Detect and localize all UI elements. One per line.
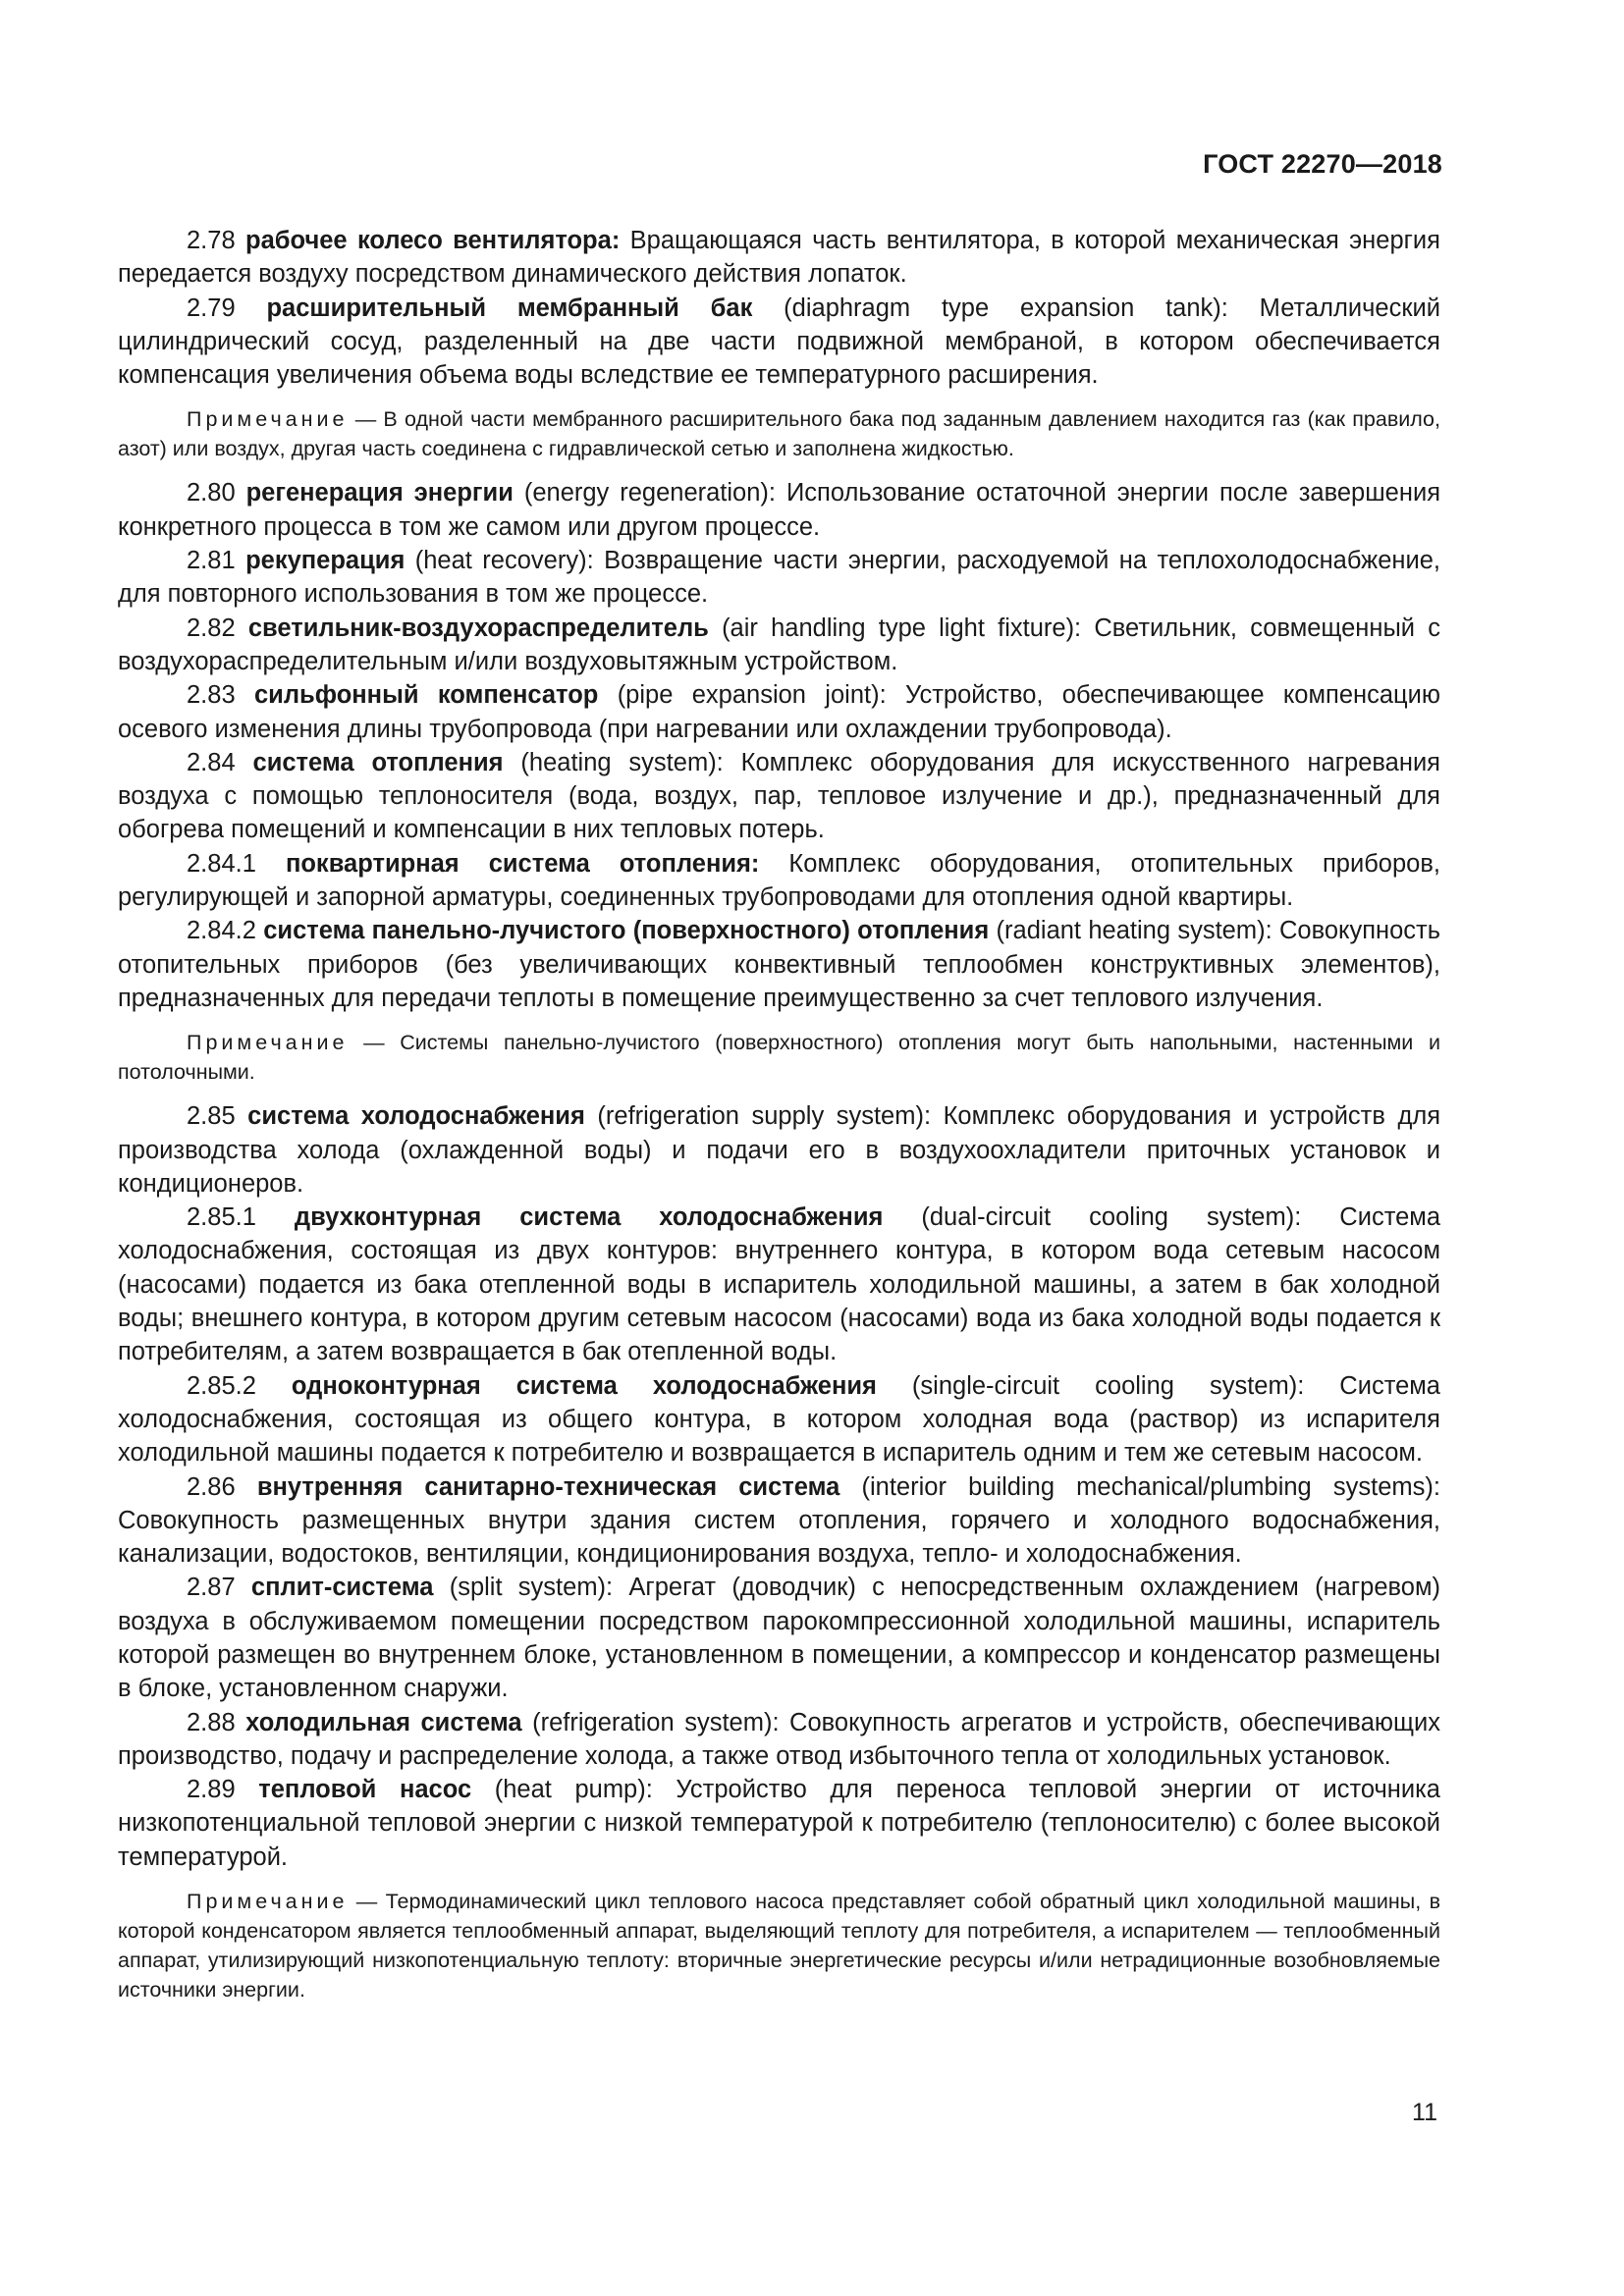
definition-text: (interior building mechanical/plumbing systems): Совокупность размещенных внутри здания систем отопления, горячего и холодного водоснабжения, канализации, водостоков, вентиляции, кондиционирования воздуха, тепло- и холодоснабжения. [118, 1472, 1440, 1569]
document-standard-header: ГОСТ 22270—2018 [1203, 149, 1442, 179]
defined-term: рабочее колесо вентилятора: [245, 227, 621, 254]
definition-text: (pipe expansion joint): Устройство, обеспечивающее компенсацию осевого изменения длины трубопровода (при нагревании или охлаждении трубопровода). [118, 681, 1440, 743]
defined-term: регенерация энергии [245, 479, 514, 507]
clause-number: 2.81 [187, 547, 236, 575]
definition-paragraph [118, 1773, 1440, 1874]
definition-paragraph [118, 544, 1440, 612]
clause-number: 2.83 [187, 681, 236, 710]
definition-paragraph [118, 914, 1440, 1015]
clause-number: 2.86 [187, 1472, 236, 1501]
definition-paragraph [118, 1571, 1440, 1705]
definition-paragraph [118, 1201, 1440, 1368]
note-paragraph [118, 1028, 1440, 1087]
defined-term: светильник-воздухораспределитель [247, 614, 709, 642]
definition-text: (air handling type light fixture): Светильник, совмещенный с воздухораспределительным и/или воздуховытяжным устройством. [118, 614, 1440, 675]
defined-term: система панельно-лучистого (поверхностного) отопления [263, 917, 990, 945]
defined-term: сильфонный компенсатор [253, 681, 599, 710]
definition-paragraph [118, 847, 1440, 915]
note-paragraph [118, 1887, 1440, 2004]
defined-term: холодильная система [245, 1708, 522, 1736]
definition-paragraph [118, 1470, 1440, 1572]
note-paragraph [118, 404, 1440, 463]
definition-text: (heat recovery): Возвращение части энергии, расходуемой на теплохолодоснабжение, для повторного использования в том же процессе. [118, 547, 1440, 609]
definition-text: (diaphragm type expansion tank): Металлический цилиндрический сосуд, разделенный на две части подвижной мембраной, в котором обеспечивается компенсация увеличения объема воды вследствие ее температурного расширения. [118, 294, 1440, 390]
clause-number: 2.85.1 [187, 1203, 256, 1232]
definition-text: (single-circuit cooling system): Система холодоснабжения, состоящая из общего контура, в котором холодная вода (раствор) из испарителя холодильной машины подается к потребителю и возвращается в испаритель одним и тем же сетевым насосом. [118, 1371, 1440, 1468]
clause-number: 2.85 [187, 1102, 236, 1131]
defined-term: система отопления [252, 748, 504, 776]
definition-text: Комплекс оборудования, отопительных приборов, регулирующей и запорной арматуры, соединенных трубопроводами для отопления одной квартиры. [118, 849, 1440, 912]
clause-number: 2.84.1 [187, 849, 256, 878]
definition-paragraph [118, 678, 1440, 746]
note-text: — В одной части мембранного расширительного бака под заданным давлением находится газ (как правило, азот) или воздух, другая часть соединена с гидравлической сетью и заполнена жидкостью. [118, 407, 1440, 461]
definition-text: (refrigeration supply system): Комплекс оборудования и устройств для производства холода (охлажденной воды) и подачи его в воздухоохладители приточных установок и кондиционеров. [118, 1102, 1441, 1198]
note-text: — Термодинамический цикл теплового насоса представляет собой обратный цикл холодильной машины, в которой конденсатором является теплообменный аппарат, выделяющий теплоту для потребителя, а испарителем — теплообменный аппарат, утилизирующий низкопотенциальную теплоту: вторичные энергетические ресурсы и/или нетрадиционные возобновляемые источники энергии. [118, 1890, 1440, 2002]
definition-paragraph [118, 224, 1440, 292]
definition-text: (split system): Агрегат (доводчик) с непосредственным охлаждением (нагревом) воздуха в обслуживаемом помещении посредством парокомпрессионной холодильной машины, испаритель которой размещен во внутреннем блоке, установленном в помещении, а компрессор и конденсатор размещены в блоке, установленном снаружи. [118, 1574, 1440, 1703]
definition-text: (dual-circuit cooling system): Система холодоснабжения, состоящая из двух контуров: внутреннего контура, в котором вода сетевым насосом (насосами) подается из бака отепленной воды в испаритель холодильной машины, а затем в бак холодной воды; внешнего контура, в котором другим сетевым насосом (насосами) вода из бака холодной воды подается к потребителям, а затем возвращается в бак отепленной воды. [118, 1203, 1440, 1366]
definition-paragraph [118, 1099, 1440, 1201]
defined-term: поквартирная система отопления: [285, 849, 760, 878]
page-number: 11 [1412, 2099, 1437, 2126]
definition-paragraph [118, 612, 1440, 679]
clause-number: 2.85.2 [187, 1371, 256, 1400]
note-label: Примечание [187, 1031, 349, 1055]
definition-text: (refrigeration system): Совокупность агрегатов и устройств, обеспечивающих производство, подачу и распределение холода, а также отвод избыточного тепла от холодильных установок. [118, 1708, 1440, 1770]
note-label: Примечание [187, 407, 349, 432]
definition-paragraph [118, 1706, 1440, 1774]
defined-term: система холодоснабжения [247, 1102, 585, 1131]
defined-term: внутренняя санитарно-техническая система [256, 1472, 840, 1501]
note-label: Примечание [187, 1890, 349, 1914]
document-body [118, 224, 1440, 2017]
note-text: — Системы панельно-лучистого (поверхностного) отопления могут быть напольными, настенными и потолочными. [118, 1031, 1440, 1085]
definition-text: (heat pump): Устройство для переноса тепловой энергии от источника низкопотенциальной тепловой энергии с низкой температурой к потребителю (теплоносителю) с более высокой температурой. [118, 1776, 1440, 1871]
definition-paragraph [118, 746, 1440, 847]
defined-term: сплит-система [250, 1574, 434, 1602]
definition-text: Вращающаяся часть вентилятора, в которой механическая энергия передается воздуху посредством динамического действия лопаток. [118, 227, 1440, 289]
definition-text: (heating system): Комплекс оборудования для искусственного нагревания воздуха с помощью теплоносителя (вода, воздух, пар, тепловое излучение и др.), предназначенный для обогрева помещений и компенсации в них тепловых потерь. [118, 748, 1440, 844]
defined-term: тепловой насос [258, 1776, 472, 1804]
clause-number: 2.84.2 [187, 917, 256, 945]
definition-paragraph [118, 292, 1440, 393]
clause-number: 2.88 [187, 1708, 236, 1736]
clause-number: 2.82 [187, 614, 236, 642]
definition-text: (energy regeneration): Использование остаточной энергии после завершения конкретного процесса в том же самом или другом процессе. [118, 479, 1440, 541]
clause-number: 2.87 [187, 1574, 236, 1602]
defined-term: одноконтурная система холодоснабжения [291, 1371, 877, 1400]
clause-number: 2.79 [187, 294, 236, 322]
definition-paragraph [118, 476, 1440, 544]
definition-text: (radiant heating system): Совокупность отопительных приборов (без увеличивающих конвективный теплообмен конструктивных элементов), предназначенных для передачи теплоты в помещение преимущественно за счет теплового излучения. [118, 917, 1440, 1012]
defined-term: рекуперация [245, 547, 406, 575]
defined-term: двухконтурная система холодоснабжения [294, 1203, 884, 1232]
clause-number: 2.80 [187, 479, 236, 507]
definition-paragraph [118, 1369, 1440, 1470]
clause-number: 2.84 [187, 748, 236, 776]
defined-term: расширительный мембранный бак [266, 294, 753, 322]
clause-number: 2.78 [187, 227, 236, 254]
clause-number: 2.89 [187, 1776, 236, 1804]
